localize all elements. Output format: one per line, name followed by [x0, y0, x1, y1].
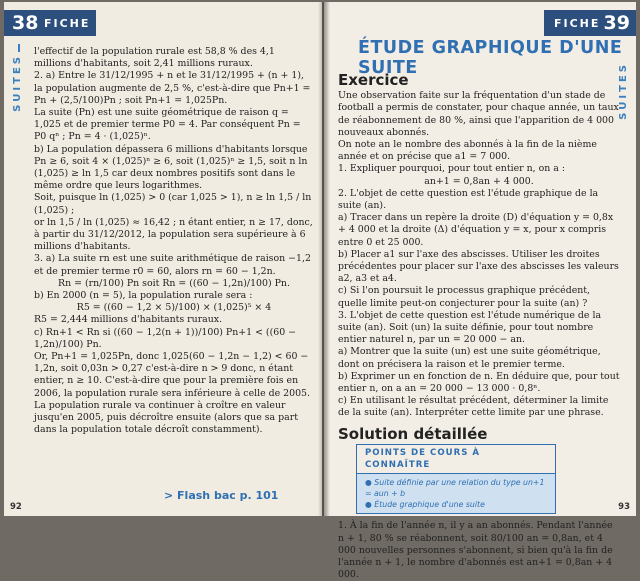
paragraph: a) Montrer que la suite (un) est une suite géométrique, dont on précisera la raison et le premier terme. [338, 346, 601, 370]
course-points-list [356, 473, 556, 514]
list-item: ● Étude graphique d'une suite [365, 500, 485, 510]
right-side-label: SUITES [618, 62, 629, 120]
paragraph: c) En utilisant le résultat précédent, déterminer la limite de la suite (an). Interpréter cette limite par une phrase. [338, 395, 609, 419]
paragraph: R5 = 2,444 millions d'habitants ruraux. [34, 314, 223, 326]
formula: an+1 = 0,8an + 4 000. [424, 175, 534, 187]
formula: c) Rn+1 < Rn si ((60 − 1,2(n + 1))/100) Pn+1 < ((60 − 1,2n)/100) Pn. [34, 326, 296, 350]
right-text-block [338, 71, 620, 581]
right-page [324, 2, 636, 581]
left-header-label: FICHE [44, 17, 91, 30]
paragraph: On note an le nombre des abonnés à la fin de la nième année et on précise que a1 = 7 000. [338, 139, 597, 163]
paragraph: l'effectif de la population rurale est 58,8 % des 4,1 millions d'habitants, soit 2,41 millions ruraux. [34, 46, 275, 70]
right-header-tab [544, 10, 636, 36]
paragraph: Une observation faite sur la fréquentation d'un stade de football a permis de constater, pour chaque année, un taux de réabonnement de 80 %, ainsi que l'apparition de 4 000 nouveaux abonnés. [338, 90, 619, 138]
book-spread [4, 2, 636, 581]
paragraph: or ln 1,5 / ln (1,025) ≈ 16,42 ; n étant entier, n ≥ 17, donc, à partir du 31/12/2012, la population sera supérieure à 6 millions d'habitants. [34, 216, 313, 253]
formula: R5 = ((60 − 1,2 × 5)/100) × (1,025)⁵ × 4 [76, 302, 272, 314]
right-header-label: FICHE [554, 17, 601, 30]
paragraph: 2. L'objet de cette question est l'étude graphique de la suite (an). [338, 187, 599, 212]
paragraph: La suite (Pn) est une suite géométrique de raison q = 1,025 et de premier terme P0 = 4. Par conséquent Pn = P0 qⁿ ; Pn = 4 · (1,025)ⁿ. [34, 107, 301, 143]
paragraph: Soit, puisque ln (1,025) > 0 (car 1,025 > 1), n ≥ ln 1,5 / ln (1,025) ; [34, 192, 312, 216]
solution-heading: Solution détaillée [338, 424, 488, 443]
right-page-number: 39 [603, 12, 630, 34]
course-points-box [356, 444, 556, 514]
paragraph: La population rurale va continuer à croître en valeur jusqu'en 2005, puis décroître ensuite (alors que sa part dans la population totale décroît constamment). [34, 399, 298, 436]
paragraph: 2. a) Entre le 31/12/1995 + n et le 31/12/1995 + (n + 1), la population augmente de 2,5 %, c'est-à-dire que Pn+1 = Pn + (2,5/100)Pn ; soit Pn+1 = 1,025Pn. [34, 70, 311, 106]
paragraph: a) Tracer dans un repère la droite (D) d'équation y = 0,8x + 4 000 et la droite (Δ) d'équation y = x, pour x compris entre 0 et 25 000. [338, 212, 614, 248]
list-item: ● Suite définie par une relation du type un+1 = aun + b [365, 478, 545, 499]
paragraph: c) Si l'on poursuit le processus graphique précédent, quelle limite peut-on conjecturer pour la suite (an) ? [338, 285, 591, 309]
book-gutter [318, 2, 330, 516]
paragraph: b) Placer a1 sur l'axe des abscisses. Utiliser les droites précédentes pour placer sur l'axe des abscisses les valeurs a2, a3 et a4. [338, 248, 619, 285]
left-side-rule [18, 44, 20, 52]
right-footer-number: 93 [618, 502, 630, 512]
left-side-label: SUITES [12, 54, 23, 112]
paragraph: Or, Pn+1 = 1,025Pn, donc 1,025(60 − 1,2n − 1,2) < 60 − 1,2n, soit 0,03n > 0,27 c'est-à-dire n > 9 donc, n étant entier, n ≥ 10. C'est-à-dire que pour la première fois en 2006, la population rurale sera inférieure à celle de 2005. [34, 351, 311, 399]
left-header-tab [4, 10, 96, 36]
left-page-number: 38 [12, 12, 39, 34]
course-points-title: POINTS DE COURS À CONNAÎTRE [356, 444, 556, 473]
left-footer-number: 92 [10, 502, 22, 512]
formula: Rn = (rn/100) Pn soit Rn = ((60 − 1,2n)/100) Pn. [58, 277, 290, 289]
paragraph: b) La population dépassera 6 millions d'habitants lorsque Pn ≥ 6, soit 4 × (1,025)ⁿ ≥ 6, soit (1,025)ⁿ ≥ 1,5, soit n ln (1,025) ≥ ln 1,5 car deux nombres positifs sont dans le même ordre que leurs logarithmes. [34, 143, 308, 192]
paragraph: 3. a) La suite rn est une suite arithmétique de raison −1,2 et de premier terme r0 = 60, alors rn = 60 − 1,2n. [34, 253, 311, 277]
flash-bac-link[interactable]: > Flash bac p. 101 [164, 489, 279, 502]
paragraph: b) Exprimer un en fonction de n. En déduire que, pour tout entier n, on a an = 20 000 − 13 000 · 0,8ⁿ. [338, 370, 620, 395]
exercise-heading: Exercice [338, 71, 409, 89]
paragraph: 1. Expliquer pourquoi, pour tout entier n, on a : [338, 163, 566, 175]
page-title: ÉTUDE GRAPHIQUE D'UNE SUITE [358, 38, 623, 78]
left-text-block [34, 46, 314, 437]
left-page [4, 2, 322, 516]
paragraph: 1. À la fin de l'année n, il y a an abonnés. Pendant l'année n + 1, 80 % se réabonnent, soit 80/100 an = 0,8an, et 4 000 nouvelles personnes s'abonnent, si bien qu'à la fin de l'année n + 1, le nombre d'abonnés est an+1 = 0,8an + 4 000. [338, 520, 613, 581]
paragraph: b) En 2000 (n = 5), la population rurale sera : [34, 290, 253, 302]
paragraph: 3. L'objet de cette question est l'étude numérique de la suite (an). Soit (un) la suite définie, pour tout nombre entier naturel n, par un = 20 000 − an. [338, 309, 602, 346]
